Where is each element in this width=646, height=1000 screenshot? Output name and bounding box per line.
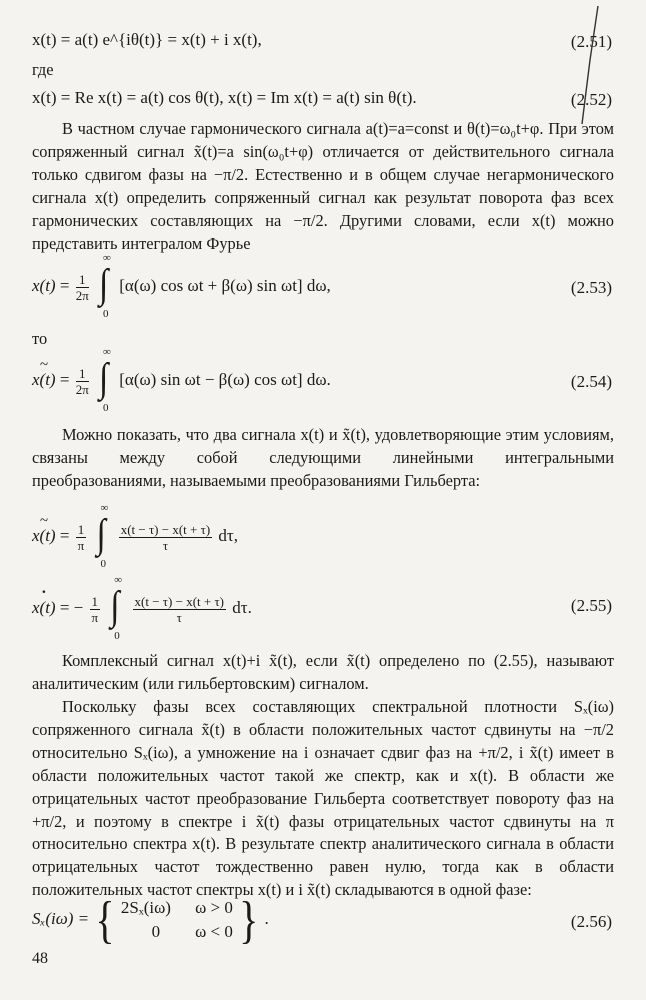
equation-number: (2.52) <box>570 90 612 109</box>
paragraph-3 <box>32 650 614 696</box>
equation-number: (2.56) <box>570 912 612 931</box>
equals-sign: = − <box>59 597 84 617</box>
denominator: 2π <box>75 381 89 397</box>
integral-sign: ∫ ∞ 0 <box>110 574 123 642</box>
integral-sign: ∫ ∞ 0 <box>96 502 109 570</box>
case-row <box>121 920 233 944</box>
lower-limit: 0 <box>100 558 106 570</box>
numerator: 1 <box>91 593 99 609</box>
numerator: x(t − τ) − x(t + τ) <box>120 521 211 537</box>
equation-formula: x(t) = a(t) e^{iθ(t)} = x(t) + i x(t), <box>32 30 262 49</box>
lower-limit: 0 <box>103 402 109 414</box>
denominator: τ <box>176 609 182 625</box>
equation-lhs: · x(t) <box>32 598 56 618</box>
equation-lhs: Sₓ(iω) = <box>32 908 90 928</box>
equation-lhs: ~ x(t) <box>32 526 56 546</box>
equation-2-55b <box>32 574 612 642</box>
equation-lhs: x(t) <box>32 275 56 295</box>
page-number: 48 <box>32 950 48 967</box>
word-gde: где <box>32 60 54 79</box>
lower-limit: 0 <box>114 630 120 642</box>
numerator: 1 <box>76 366 89 382</box>
integrand-fraction <box>133 594 226 625</box>
integrand: [α(ω) cos ωt + β(ω) sin ωt] dω, <box>119 275 331 295</box>
fraction <box>76 522 87 553</box>
equals-sign: = <box>59 275 70 295</box>
upper-limit: ∞ <box>103 252 111 264</box>
equation-lhs: ~ x(t) <box>32 370 56 390</box>
integrand: [α(ω) sin ωt − β(ω) cos ωt] dω. <box>119 369 331 389</box>
equation-number: (2.54) <box>570 372 612 391</box>
integral-sign: ∫ ∞ 0 <box>99 252 111 320</box>
equation-number: (2.51) <box>570 32 612 51</box>
equation-2-54 <box>32 346 612 414</box>
equals-sign: = <box>59 369 70 389</box>
equation-formula: x(t) = Re x(t) = a(t) cos θ(t), x(t) = Im x(t) = a(t) sin θ(t). <box>32 88 417 107</box>
cases-block <box>121 896 233 944</box>
equation-tail: dτ. <box>232 597 252 617</box>
paragraph-text: Комплексный сигнал x(t)+i x̃(t), если x̃(t) определено по (2.55), называют аналитическим (или гильбертовским) сигналом. <box>32 651 614 693</box>
case-condition: ω > 0 <box>195 898 233 917</box>
fraction <box>76 366 89 397</box>
equation-2-56 <box>32 890 612 949</box>
right-brace: } <box>239 890 259 949</box>
equation-2-53 <box>32 252 612 320</box>
equation-number: (2.55) <box>570 596 612 615</box>
paragraph-text: В частном случае гармонического сигнала a(t)=a=const и θ(t)=ω₀t+φ. При этом сопряженный сигнал x̃(t)=a sin(ω₀t+φ) отличается от действительного сигнала только сдвигом фазы на −π/2. Естественно и в общем случае негармонического сигнала x(t) определить сопряженный сигнал как результат поворота фаз всех гармонических составляющих на −π/2. Другими словами, если x(t) можно представить интегралом Фурье <box>32 119 614 253</box>
integrand-fraction <box>119 522 212 553</box>
equation-tail: . <box>264 908 269 928</box>
fraction <box>90 594 101 625</box>
pen-mark <box>0 0 646 140</box>
paragraph-2 <box>32 424 614 493</box>
case-row <box>121 896 233 920</box>
case-value: 0 <box>151 922 161 941</box>
paragraph-text: Поскольку фазы всех составляющих спектральной плотности Sₓ(iω) сопряженного сигнала x̃(t) в области положительных частот сдвинуты на −π/2 относительно Sₓ(iω), а умножение на i означает сдвиг фаз на +π/2, i x̃(t) имеет в области положительных частот такой же спектр, как и x(t). В области же отрицательных частот преобразование Гильберта соответствует повороту фаз на +π/2, и поэтому в спектре i x̃(t) фазы отрицательных частот сдвинуты на π относительно спектра x(t). В результате спектр аналитического сигнала в области отрицательных частот тождественно равен нулю, тогда как в области положительных частот спектры x(t) и i x̃(t) складываются в одной фазе: <box>32 697 614 900</box>
fraction <box>76 272 89 303</box>
lower-limit: 0 <box>103 308 109 320</box>
upper-limit: ∞ <box>114 574 123 586</box>
denominator: π <box>77 537 85 553</box>
numerator: 1 <box>76 272 89 288</box>
numerator: x(t − τ) − x(t + τ) <box>134 593 225 609</box>
paragraph-text: Можно показать, что два сигнала x(t) и x̃(t), удовлетворяющие этим условиям, связаны между собой следующими линейными интегральными преобразованиями, называемыми преобразованиями Гильберта: <box>32 425 614 490</box>
equation-tail: dτ, <box>218 525 239 545</box>
left-brace: { <box>95 890 115 949</box>
denominator: 2π <box>75 287 89 303</box>
denominator: τ <box>162 537 169 553</box>
denominator: π <box>91 609 99 625</box>
upper-limit: ∞ <box>103 346 111 358</box>
equals-sign: = <box>59 525 70 545</box>
case-condition: ω < 0 <box>195 922 233 941</box>
integral-sign: ∫ ∞ 0 <box>99 346 111 414</box>
upper-limit: ∞ <box>100 502 109 514</box>
equation-2-55a <box>32 502 612 570</box>
numerator: 1 <box>77 521 85 537</box>
paragraph-4 <box>32 696 614 902</box>
case-value: 2Sₓ(iω) <box>120 898 171 917</box>
equation-number: (2.53) <box>570 278 612 297</box>
word-to: то <box>32 329 48 348</box>
